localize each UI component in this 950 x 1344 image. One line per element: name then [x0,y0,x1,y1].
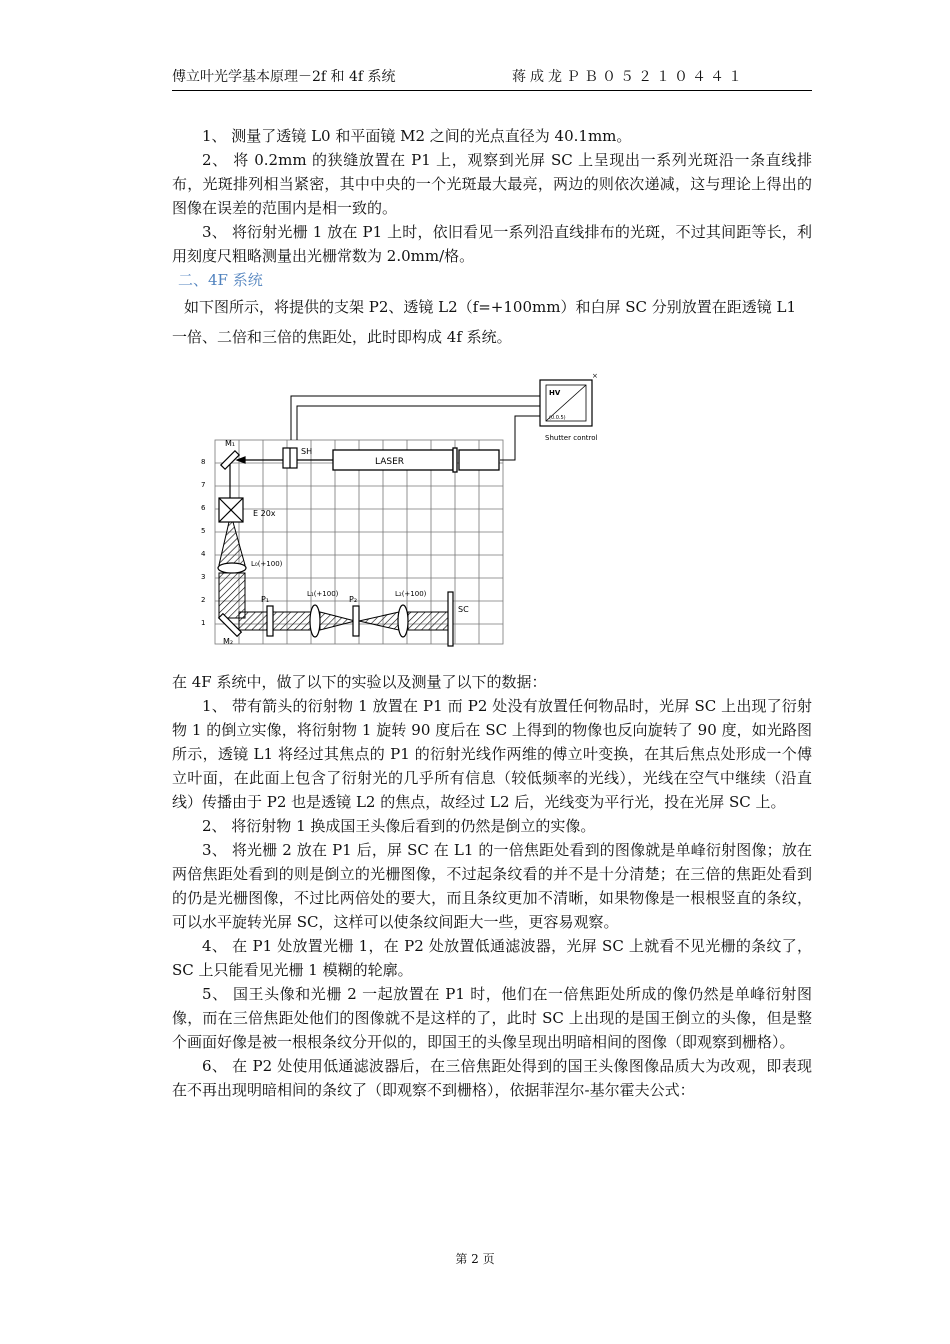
l0-label: L₀(+100) [251,560,283,568]
paragraph: 6、 在 P2 处使用低通滤波器后，在三倍焦距处得到的国王头像图像品质大为改观，即表现在不再出现明暗相间的条纹了（即观察不到栅格），依据菲涅尔-基尔霍夫公式： [172,1057,812,1099]
beam-to-p1 [239,612,267,630]
section-heading: 二、4F 系统 [178,271,263,289]
y-tick: 5 [201,527,206,535]
shutter-control-label: Shutter control [545,434,598,442]
paragraph: 3、 将衍射光栅 1 放在 P1 上时，依旧看见一系列沿直线排布的光斑，不过其间距等长，利用刻度尺粗略测量出光栅常数为 2.0mm/格。 [172,223,812,265]
y-tick: 4 [201,550,206,558]
mark-x: × [592,372,598,380]
plane-p1 [267,606,273,636]
p2-label: P₂ [349,595,358,604]
intro-paragraph: 如下图所示，将提供的支架 P2、透镜 L2（f=+100mm）和白屏 SC 分别放置在距透镜 L1 一倍、二倍和三倍的焦距处，此时即构成 4f 系统。 [172,298,797,346]
y-tick: 2 [201,596,206,604]
laser-label: LASER [375,457,405,467]
plane-p2 [353,606,359,636]
hv-label: HV [549,389,561,397]
beam-p1-l1 [273,612,311,630]
page-header [172,60,812,91]
beam-expander [219,498,243,522]
l2-label: L₂(+100) [395,590,427,598]
l1-label: L₁(+100) [307,590,339,598]
y-tick: 8 [201,458,206,466]
laser [333,448,499,472]
y-tick: 1 [201,619,206,627]
paragraph: 1、 带有箭头的衍射物 1 放置在 P1 而 P2 处没有放置任何物品时，光屏 SC 上出现了衍射物 1 的倒立实像，将衍射物 1 旋转 90 度后在 SC 上得到的物像也反向旋转了 90 度，如光路图所示，透镜 L1 将经过其焦点的 P1 的衍射光线作两维的傅立叶变换，在其后焦点处形成一个傅立叶面，在此面上包含了衍射光的几乎所有信息（较低频率的光线），光线在空气中继续（沿直线）传播由于 P2 也是透镜 L2 的焦点，故经过 L2 后，光线变为平行光，投在光屏 SC 上。 [172,697,812,811]
beam-p2-l2 [359,612,399,630]
header-title: 傅立叶光学基本原理－2f 和 4f 系统 [172,69,396,85]
top-section [172,124,812,352]
lens-l1 [310,605,320,637]
y-tick: 3 [201,573,206,581]
paragraph: 4、 在 P1 处放置光栅 1，在 P2 处放置低通滤波器，光屏 SC 上就看不见光栅的条纹了，SC 上只能看见光栅 1 模糊的轮廓。 [172,937,812,979]
paragraph: 1、 测量了透镜 L0 和平面镜 M2 之间的光点直径为 40.1mm。 [202,127,632,145]
beam-l1-p2 [320,612,355,630]
optical-setup-diagram [195,368,625,650]
shutter-digits: (0.0.5) [549,415,566,421]
expanding-beam [219,522,245,565]
collimated-beam [219,573,245,618]
lens-l0 [218,563,246,573]
m2-label: M₂ [223,637,234,646]
paragraph: 3、 将光栅 2 放在 P1 后，屏 SC 在 L1 的一倍焦距处看到的图像就是单峰衍射图像；放在两倍焦距处看到的则是倒立的光栅图像，不过起条纹看的并不是十分清楚；在三倍的焦距处看到的仍是光栅图像，不过比两倍处的要大，而且条纹更加不清晰，如果物像是一根根竖直的条纹，可以水平旋转光屏 SC，这样可以使条纹间距大一些，更容易观察。 [172,841,812,931]
lower-intro: 在 4F 系统中，做了以下的实验以及测量了以下的数据： [172,673,547,691]
header-author: 蒋成龙ＰＢ０５２１０４４１ [512,69,746,85]
sc-label: SC [458,605,469,614]
paragraph: 5、 国王头像和光栅 2 一起放置在 P1 时，他们在一倍焦距处所成的像仍然是单峰衍射图像，而在三倍焦距处他们的图像就不是这样的了，此时 SC 上出现的是国王倒立的头像，但是整个画面好像是被一根根条纹分开似的，即国王的头像呈现出明暗相间的图像（即观察到栅格）。 [172,985,812,1051]
screen-sc [448,592,453,646]
lower-section [172,670,812,1102]
y-tick: 7 [201,481,206,489]
shutter-label: SH [301,447,313,456]
shutter [283,448,297,468]
paragraph: 2、 将 0.2mm 的狭缝放置在 P1 上，观察到光屏 SC 上呈现出一系列光斑沿一条直线排布，光斑排列相当紧密，其中中央的一个光斑最大最亮，两边的则依次递减，这与理论上得出的图像在误差的范围内是相一致的。 [172,151,812,217]
shutter-control-box [540,380,592,426]
beam-l2-sc [408,612,448,630]
m1-label: M₁ [225,439,236,448]
page-number: 第 2 页 [455,1252,495,1266]
p1-label: P₁ [261,595,270,604]
y-tick: 6 [201,504,206,512]
paragraph: 2、 将衍射物 1 换成国王头像后看到的仍然是倒立的实像。 [202,817,596,835]
expander-label: E 20x [253,509,276,518]
lens-l2 [398,605,408,637]
